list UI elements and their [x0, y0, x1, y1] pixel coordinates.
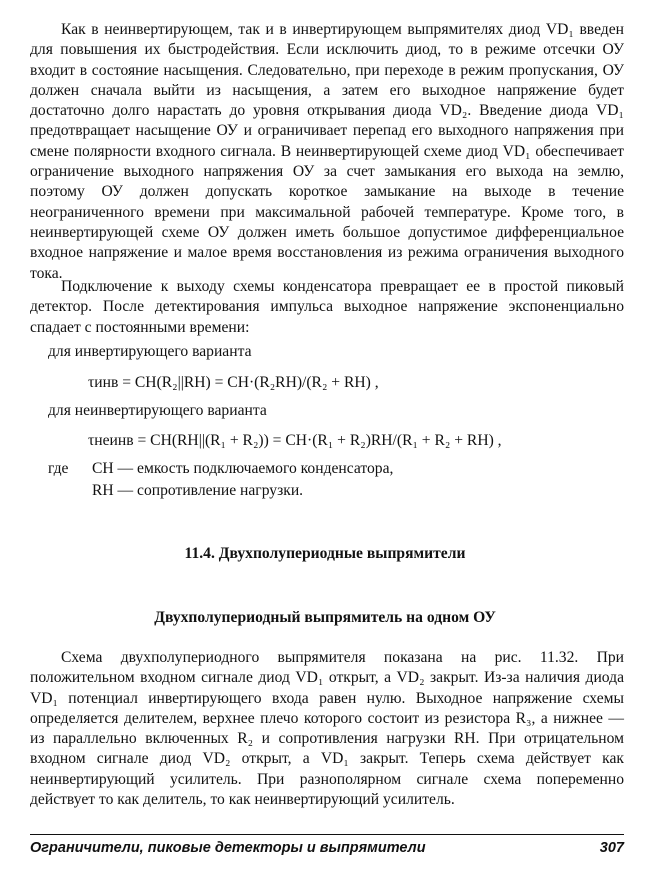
page-number: 307	[599, 840, 624, 856]
formula-noninverting: τнеинв = CН(RН||(R₁ + R₂)) = CН·(R₁ + R₂)RН/(R₁ + R₂ + RН) ,	[88, 432, 502, 449]
where-capacitance: CН — емкость подключаемого конденсатора,	[92, 460, 394, 477]
formula-inverting: τинв = CН(R₂||RН) = CН·(R₂RН)/(R₂ + RН) ,	[88, 374, 379, 391]
label-inverting-variant: для инвертирующего варианта	[48, 343, 252, 360]
where-resistance: RН — сопротивление нагрузки.	[92, 482, 304, 499]
footer-running-title: Ограничители, пиковые детекторы и выпрямители	[30, 840, 426, 856]
footer-divider	[30, 834, 624, 835]
label-noninverting-variant: для неинвертирующего варианта	[48, 402, 267, 419]
subsection-heading: Двухполупериодный выпрямитель на одном ОУ	[154, 609, 496, 626]
paragraph-diode-speed: Как в неинвертирующем, так и в инвертирующем выпрямителях диод VD₁ введен для повышения их быстродействия. Если исключить диод, то в режиме отсечки ОУ входит в состояние насыщения. Следовательно, при переходе в режим пропускания, ОУ должен сначала выйти из насыщения, а затем его выходное напряжение будет достаточно долго нарастать до уровня открывания диода VD₂. Введение диода VD₁ предотвращает насыщение ОУ и ограничивает перепад его выходного напряжения при смене полярности входного сигнала. В неинвертирующей схеме диод VD₁ обеспечивает ограничение выходного напряжения ОУ за счет замыкания его выхода на землю, поэтому ОУ должен допускать короткое замыкание на выходе в течение неограниченного времени при максимальной рабочей температуре. Кроме того, в неинвертирующей схеме ОУ должен иметь большое допустимое дифференциальное входное напряжение и малое время восстановления из режима ограничения выходного тока.	[30, 21, 624, 282]
where-word: где	[48, 460, 69, 477]
paragraph-full-wave-rectifier: Схема двухполупериодного выпрямителя показана на рис. 11.32. При положительном входном сигнале диод VD₁ открыт, а VD₂ закрыт. Из-за наличия диода VD₁ потенциал инвертирующего входа равен нулю. Выходное напряжение схемы определяется делителем, верхнее плечо которого состоит из резистора R₃, а нижнее — из параллельно включенных R₂ и сопротивления нагрузки RН. При отрицательном входном сигнале диод VD₂ открыт, а VD₁ закрыт. Теперь схема действует как неинвертирующий усилитель. При разнополярном сигнале схема попеременно действует то как делитель, то как неинвертирующий усилитель.	[30, 649, 624, 809]
paragraph-peak-detector: Подключение к выходу схемы конденсатора превращает ее в простой пиковый детектор. После детектирования импульса выходное напряжение экспоненциально спадает с постоянными времени:	[30, 278, 624, 336]
section-heading: 11.4. Двухполупериодные выпрямители	[184, 545, 466, 562]
